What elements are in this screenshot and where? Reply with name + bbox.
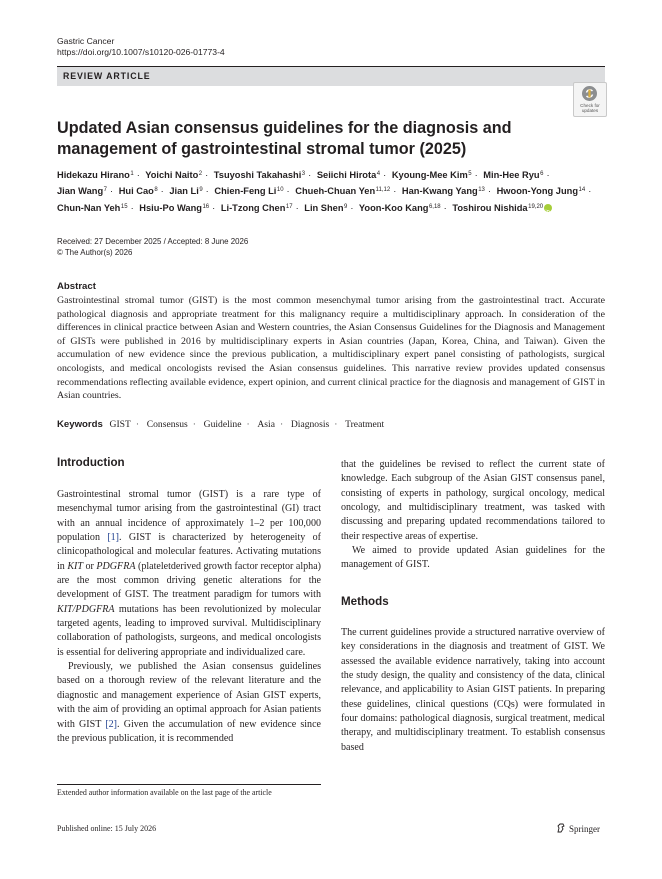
intro-paragraph-1: Gastrointestinal stromal tumor (GIST) is a rare type of mesenchymal tumor arising from the gastrointestinal (GI) tract with an annual incidence of approximately 1–2 per 100,000 population [1]. GIST is characterized by heterogeneity of clinicopathological and molecular features. Activating mutations in KIT or PDGFRA (plateletderived growth factor receptor alpha) are the most common driving genetic alterations for the development of GIST. The treatment paradigm for tumors with KIT/PDGFRA mutations has been revolutionized by molecular targeted agents, leading to improved survival. Multidisciplinary collaboration of pathologists, surgeons, and medical oncologists is essential for delivering appropriate and individualized care. [57, 489, 322, 658]
author: Tsuyoshi Takahashi$^3$ [213, 170, 306, 180]
citation-link[interactable]: [2] [105, 718, 118, 730]
author: Hidekazu Hirano$^1$ [57, 170, 134, 180]
methods-heading: Methods [341, 595, 389, 608]
introduction-column-left [57, 488, 321, 746]
author: Yoichi Naito$^2$ [145, 170, 203, 180]
article-type-banner [57, 66, 605, 86]
publisher-logo [556, 823, 600, 834]
check-for-updates-badge[interactable] [573, 82, 607, 117]
author: Kyoung-Mee Kim$^5$ [391, 170, 472, 180]
introduction-column-right [341, 458, 605, 573]
author: Hsiu-Po Wang$^{16}$ [139, 202, 210, 213]
abstract-heading: Abstract [57, 281, 96, 292]
doi-link[interactable]: https://doi.org/10.1007/s10120-026-01773-4 [57, 47, 225, 57]
intro-paragraph-3: We aimed to provide updated Asian guidelines for the management of GIST. [341, 545, 605, 571]
author: Seiichi Hirota$^4$ [316, 170, 381, 180]
received-accepted-dates: Received: 27 December 2025 / Accepted: 8 June 2026 [57, 237, 249, 246]
footnote-divider [57, 784, 321, 785]
author: Chien-Feng Li$^{10}$ [214, 186, 284, 197]
check-for-updates-label: Check for updates [580, 103, 600, 113]
author: Han-Kwang Yang$^{13}$ [401, 186, 485, 197]
author-list: Hidekazu Hirano$^1$ · Yoichi Naito$^2$ · Tsuyoshi Takahashi$^3$ · Seiichi Hirota$^4$ · Kyoung-Mee Kim$^5$ · Min-Hee Ryu$^6$ · Jian Wang$^7$ · Hui Cao$^8$ · Jian $Li^9$ · Chien-Feng $Li^{10}$ · Chueh-Chuan Yen$^{11,12}$ · Han-Kwang Yang$^{13}$ · Hwoon-Yong Jung$^{14}$ · Chun-Nan Yeh$^{15}$ · Hsiu-Po Wang$^{16}$ · Li-Tzong Chen$^{17}$ · Lin Shen$^9$ · Yoon-Koo Kang$^{6,18}$ · Toshirou Nishida$^{19,20}$iD [57, 167, 605, 216]
author: Lin Shen$^9$ [304, 202, 348, 213]
author: Jian Li$^9$ [169, 186, 203, 197]
author: Yoon-Koo Kang$^{6,18}$ [358, 202, 441, 213]
footnote: Extended author information available on the last page of the article [57, 788, 272, 797]
introduction-heading: Introduction [57, 456, 125, 469]
author: Li-Tzong Chen$^{17}$ [220, 202, 293, 213]
article-title: Updated Asian consensus guidelines for the diagnosis and management of gastrointestinal stromal tumor (2025) [57, 119, 512, 158]
author: Chun-Nan Yeh$^{15}$ [57, 202, 128, 213]
keyword: Consensus [146, 419, 188, 430]
keywords-label: Keywords [57, 419, 103, 430]
springer-horse-icon [556, 823, 566, 833]
keyword: GIST [109, 419, 131, 430]
citation-link[interactable]: [1] [107, 532, 120, 544]
keyword: Guideline [203, 419, 242, 430]
intro-paragraph-2-continued: that the guidelines be revised to reflect the current state of knowledge. Each subgroup of the Asian GIST consensus panel, consisting of experts in pathology, surgical oncology, medical oncology, and multidisciplinary treatment, was tasked with discussing and preparing updated recommendations tailored to their respective areas of expertise. [341, 459, 605, 542]
abstract-text: Gastrointestinal stromal tumor (GIST) is the most common mesenchymal tumor arising from the gastrointestinal tract. Accurate pathological diagnosis and appropriate treatment for this malignancy require a multidisciplinary approach. In consideration of the differences in clinical practice between Asian and Western countries, the Asian Consensus Guidelines for the Diagnosis and Management of GISTs were published in 2016 by multidisciplinary experts in Asian countries (Japan, Korea, China, and Taiwan). Given the accumulation of new evidence since the previous publication, a multidisciplinary expert panel consisting of pathologists, surgical oncologists, and medical oncologists revised the Asian consensus guidelines. This narrative review provides updated consensus recommendations reflecting available evidence, expert opinion, and current clinical practice for the diagnosis and management of GIST in Asian countries. [57, 295, 605, 402]
orcid-icon[interactable] [544, 204, 552, 212]
copyright-notice: © The Author(s) 2026 [57, 248, 133, 257]
keyword: Asia [257, 419, 275, 430]
author: Hwoon-Yong Jung$^{14}$ [496, 186, 586, 197]
published-online-date: Published online: 15 July 2026 [57, 824, 157, 833]
article-type-label: REVIEW ARTICLE [63, 71, 151, 81]
author: Min-Hee Ryu$^6$ [483, 170, 544, 180]
author: Jian Wang$^7$ [57, 186, 107, 197]
methods-column [341, 626, 605, 755]
keyword: Diagnosis [290, 419, 330, 430]
author: Chueh-Chuan Yen$^{11,12}$ [295, 186, 391, 197]
keyword: Treatment [345, 419, 385, 430]
publisher-name: Springer [569, 824, 600, 834]
author: Hui Cao$^8$ [118, 186, 158, 197]
keywords-line: Keywords GIST · Consensus · Guideline · Asia · Diagnosis · Treatment [57, 419, 385, 430]
methods-paragraph-1: The current guidelines provide a structured narrative overview of key considerations in the diagnosis and treatment of GIST. We assessed the available evidence narratively, taking into account the study design, the quality and consistency of the data, clinical relevance, and applicability to Asian GIST patients. In preparing these guidelines, clinical questions (CQs) were formulated in four domains: pathological diagnosis, surgical treatment, medical therapy, and multidisciplinary treatment. To establish consensus based [341, 627, 605, 753]
author: Toshirou Nishida$^{19,20}$iD [452, 203, 552, 213]
journal-name: Gastric Cancer [57, 36, 115, 46]
intro-paragraph-2: Previously, we published the Asian consensus guidelines based on a thorough review of the relevant literature and the diagnostic and management experience of Asian GIST experts, with the aim of providing an optimal approach for Asian patients with GIST [2]. Given the accumulation of new evidence since the previous publication, it is recommended [57, 661, 321, 744]
check-for-updates-icon [582, 86, 597, 101]
